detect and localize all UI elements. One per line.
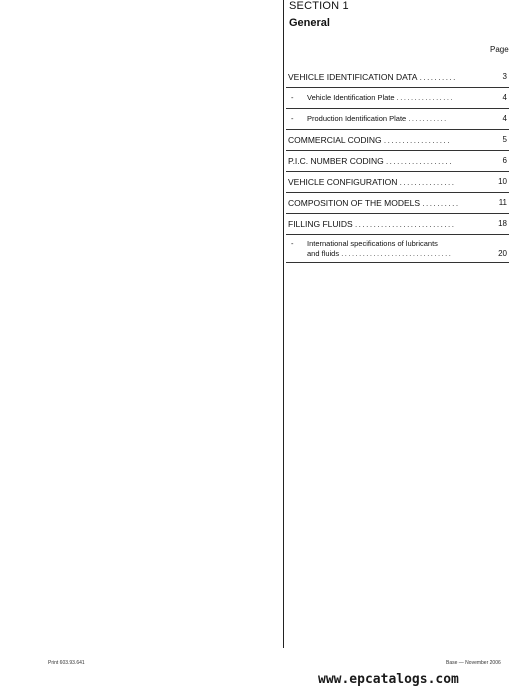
dash-bullet: -	[291, 93, 294, 102]
watermark-url: www.epcatalogs.com	[318, 672, 459, 687]
table-of-contents	[286, 67, 509, 263]
toc-entry-title: VEHICLE IDENTIFICATION DATA	[288, 72, 418, 82]
dash-bullet: -	[291, 114, 294, 123]
dash-bullet: -	[291, 239, 294, 248]
toc-page-number: 4	[502, 114, 507, 123]
toc-entry-composition-of-the-models[interactable]	[286, 193, 509, 214]
toc-leader-dots: ..................	[385, 157, 453, 166]
toc-leader-dots: ..........	[422, 199, 460, 208]
toc-entry-filling-fluids[interactable]	[286, 214, 509, 235]
toc-entry-title: FILLING FLUIDS	[288, 219, 353, 229]
toc-page-number: 18	[498, 219, 507, 228]
toc-page-number: 20	[498, 249, 507, 258]
toc-entry-international-specifications[interactable]	[286, 235, 509, 263]
toc-entry-vehicle-identification-plate[interactable]	[286, 88, 509, 109]
toc-entry-title: Production Identification Plate ...........	[307, 114, 448, 123]
toc-page-number: 10	[498, 177, 507, 186]
toc-page-number: 11	[498, 198, 507, 207]
toc-leader-dots: ...............................	[341, 249, 453, 258]
toc-leader-dots: ................	[396, 93, 454, 102]
page-column-header: Page	[490, 45, 509, 54]
toc-entry-production-identification-plate[interactable]	[286, 109, 509, 130]
toc-entry-title: P.I.C. NUMBER CODING	[288, 156, 384, 166]
toc-page-number: 4	[502, 93, 507, 102]
toc-page-number: 5	[502, 135, 507, 144]
toc-leader-dots: ...............	[399, 178, 456, 187]
section-title: General	[289, 17, 330, 29]
toc-entry-vehicle-identification-data[interactable]	[286, 67, 509, 88]
toc-entry-pic-number-coding[interactable]	[286, 151, 509, 172]
toc-leader-dots: ..................	[383, 136, 451, 145]
toc-entry-title: Vehicle Identification Plate ................	[307, 93, 454, 102]
toc-entry-title: COMMERCIAL CODING	[288, 135, 382, 145]
footer-print-code: Print 603.93.641	[48, 660, 85, 666]
toc-page-number: 3	[502, 72, 507, 81]
toc-entry-commercial-coding[interactable]	[286, 130, 509, 151]
toc-entry-title: COMPOSITION OF THE MODELS	[288, 198, 421, 208]
toc-leader-dots: ..........	[419, 73, 457, 82]
footer-edition: Base — November 2006	[446, 660, 501, 666]
column-divider-line	[283, 0, 284, 648]
toc-leader-dots: ...........	[408, 114, 448, 123]
toc-entry-vehicle-configuration[interactable]	[286, 172, 509, 193]
toc-page-number: 6	[502, 156, 507, 165]
toc-leader-dots: ...........................	[354, 220, 456, 229]
toc-entry-title: International specifications of lubricants and fluids ...............................	[307, 239, 453, 258]
section-label: SECTION 1	[289, 0, 349, 12]
toc-entry-title: VEHICLE CONFIGURATION	[288, 177, 398, 187]
